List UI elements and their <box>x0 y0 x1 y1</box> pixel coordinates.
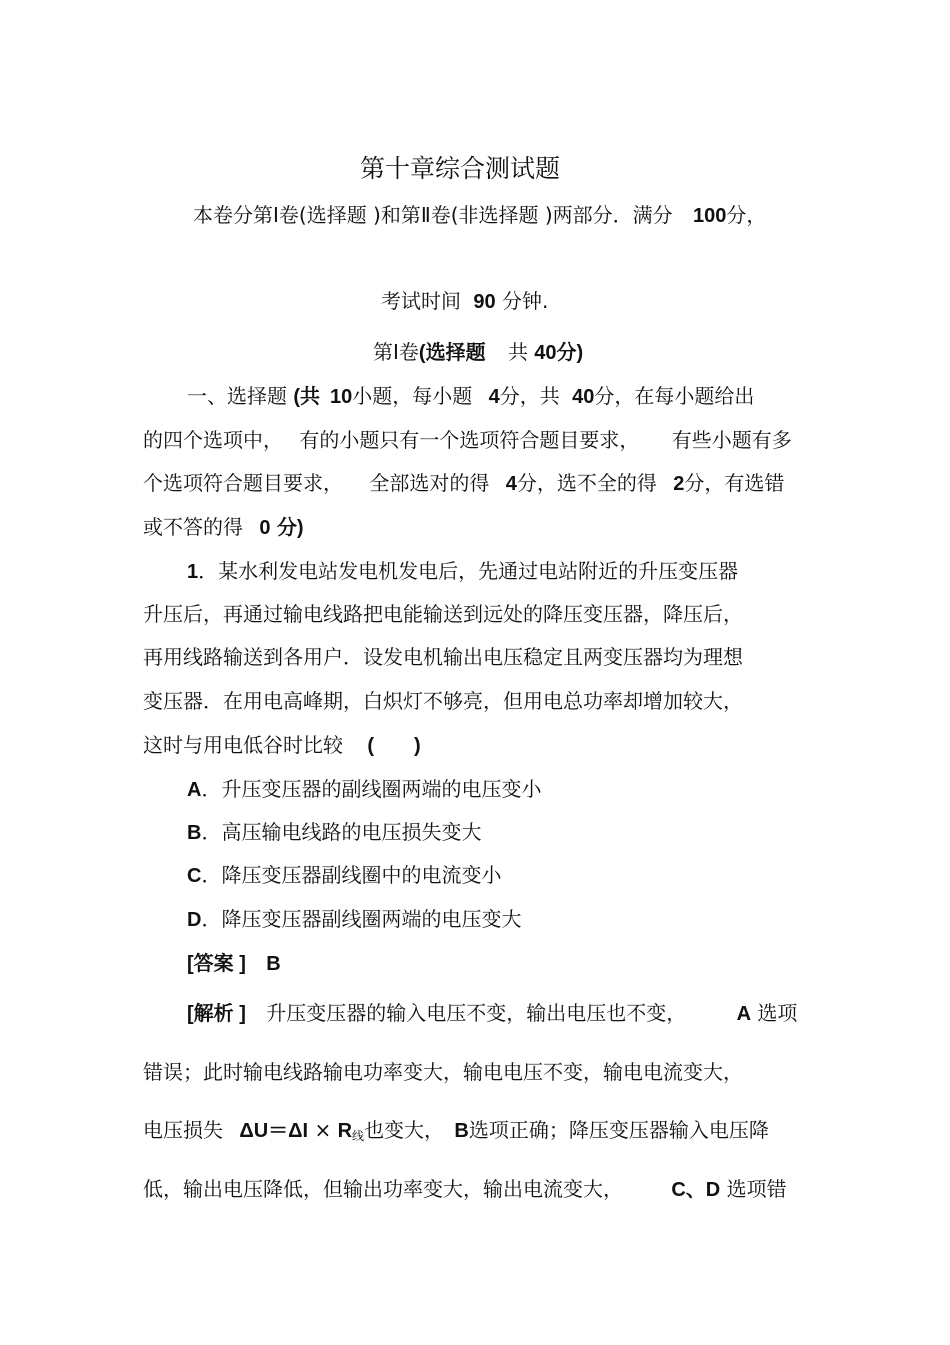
answer-label: [答案 ] <box>187 953 246 975</box>
formula-times: × <box>314 1118 332 1142</box>
instr-text: 的四个选项中， <box>143 428 283 452</box>
analysis-option: C、D <box>671 1179 721 1201</box>
full-credit-points: 4 <box>505 473 517 495</box>
section-heading-c: 共 <box>507 340 528 364</box>
question-1-line-3 <box>143 645 743 669</box>
full-score: 100 <box>693 205 727 227</box>
question-1-line-1 <box>187 559 738 584</box>
intro-time-label: 考试时间 <box>381 289 461 313</box>
analysis-option: A <box>736 1003 752 1025</box>
analysis-text: 电压损失 <box>143 1118 223 1142</box>
instr-text: 有些小题有多 <box>671 428 792 452</box>
question-number: 1 <box>187 561 199 583</box>
intro-text: 本卷分第Ⅰ卷(选择题 )和第Ⅱ卷(非选择题 )两部分．满分 <box>193 203 673 227</box>
question-text: 变压器．在用电高峰期，白炽灯不够亮，但用电总功率却增加较大， <box>143 689 743 713</box>
option-text: ．降压变压器副线圈中的电流变小 <box>201 863 502 887</box>
analysis-line-1 <box>187 1001 797 1026</box>
question-count: 10 <box>330 386 353 408</box>
option-a <box>187 777 541 802</box>
instr-text: 一、选择题 <box>187 384 287 408</box>
instr-text: 分，在每小题给出 <box>594 384 755 408</box>
analysis-text: 选项 <box>757 1001 798 1025</box>
question-1-line-4 <box>143 689 743 713</box>
analysis-text: 低，输出电压降低，但输出功率变大，输出电流变大， <box>143 1177 623 1201</box>
question-text: ．某水利发电站发电机发电后，先通过电站附近的升压变压器 <box>198 559 739 583</box>
option-c <box>187 863 501 888</box>
instr-text: (共 <box>293 386 321 408</box>
instructions-line-2 <box>143 428 792 452</box>
title-text: 第十章综合测试题 <box>360 154 561 183</box>
partial-credit-points: 2 <box>673 473 685 495</box>
formula-r: R <box>337 1120 353 1142</box>
instr-text: 分，选不全的得 <box>516 471 657 495</box>
analysis-text: 错误；此时输电线路输电功率变大，输电电压不变，输电电流变大， <box>143 1060 743 1084</box>
formula-subscript: 线 <box>352 1129 365 1143</box>
instr-text: 分，共 <box>499 384 560 408</box>
points-per-question: 4 <box>488 386 500 408</box>
instr-text: 个选项符合题目要求， <box>143 471 343 495</box>
question-text: 这时与用电低谷时比较 <box>143 733 343 757</box>
section-heading-b: (选择题 <box>418 342 486 364</box>
intro-time-unit: 分钟. <box>501 289 549 313</box>
intro-text-end: 分， <box>726 203 767 227</box>
question-1-line-2 <box>143 602 743 626</box>
option-text: ．升压变压器的副线圈两端的电压变小 <box>201 777 542 801</box>
section-heading-d: 分) <box>556 342 584 364</box>
total-points: 40 <box>572 386 595 408</box>
exam-time: 90 <box>473 291 496 313</box>
analysis-line-2 <box>143 1060 743 1084</box>
question-1-line-5 <box>143 733 421 758</box>
analysis-text: 升压变压器的输入电压不变，输出电压也不变， <box>266 1001 687 1025</box>
analysis-option: B <box>454 1120 469 1142</box>
instructions-line-4 <box>143 515 304 540</box>
answer-value: B <box>266 953 281 975</box>
formula: ΔU＝ΔI <box>239 1120 309 1142</box>
analysis-label: [解析 ] <box>187 1003 246 1025</box>
intro-line-2 <box>381 289 548 314</box>
option-letter: D <box>187 909 202 931</box>
instr-text: 全部选对的得 <box>369 471 490 495</box>
analysis-text: 选项错 <box>726 1177 787 1201</box>
page-title <box>360 154 560 184</box>
analysis-text: 也变大， <box>364 1118 445 1142</box>
instructions-line-1 <box>187 384 754 409</box>
option-letter: B <box>187 822 202 844</box>
question-text: 再用线路输送到各用户．设发电机输出电压稳定且两变压器均为理想 <box>143 645 743 669</box>
instr-text: 或不答的得 <box>143 515 243 539</box>
answer-line <box>187 951 281 976</box>
instr-text: 有的小题只有一个选项符合题目要求， <box>299 428 640 452</box>
instr-text: 小题，每小题 <box>352 384 473 408</box>
option-letter: C <box>187 865 202 887</box>
option-text: ．降压变压器副线圈两端的电压变大 <box>201 907 522 931</box>
section-heading <box>373 340 583 365</box>
wrong-answer-points: 0 <box>259 517 271 539</box>
section-heading-a: 第Ⅰ卷 <box>373 340 419 364</box>
analysis-text: 选项正确；降压变压器输入电压降 <box>468 1118 769 1142</box>
analysis-line-3 <box>143 1118 769 1148</box>
option-b <box>187 820 481 845</box>
instr-text: 分，有选错 <box>684 471 785 495</box>
section-points: 40 <box>534 342 557 364</box>
question-text: 升压后，再通过输电线路把电能输送到远处的降压变压器，降压后， <box>143 602 743 626</box>
instructions-line-3 <box>143 471 784 496</box>
answer-bracket: ( ) <box>367 735 421 757</box>
analysis-line-4 <box>143 1177 787 1202</box>
option-letter: A <box>187 779 202 801</box>
intro-line-1 <box>193 203 766 228</box>
option-d <box>187 907 521 932</box>
instr-text: 分) <box>276 517 304 539</box>
option-text: ．高压输电线路的电压损失变大 <box>201 820 482 844</box>
